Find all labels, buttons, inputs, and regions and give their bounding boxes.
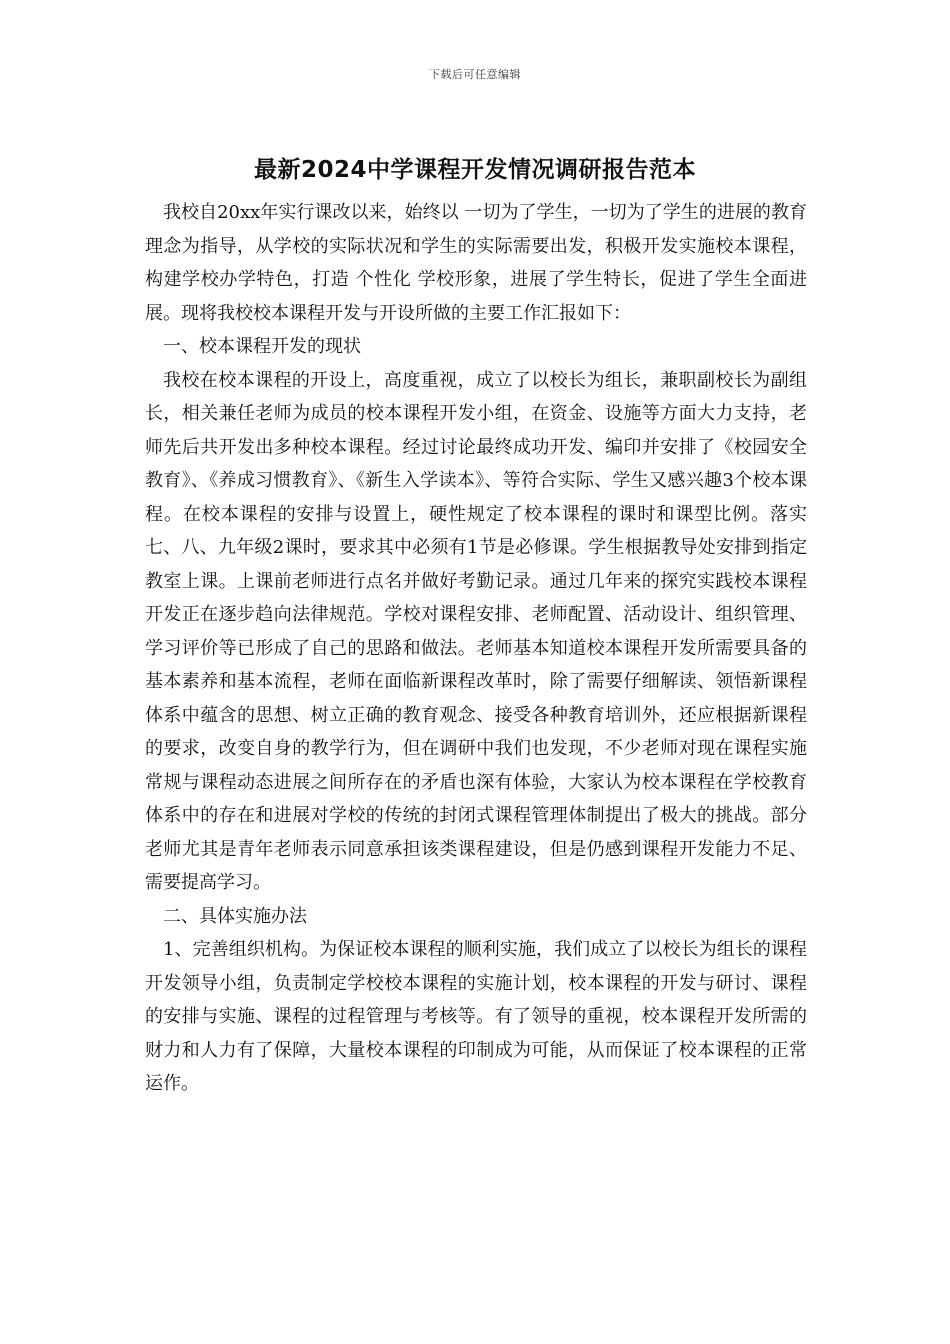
document-title: 最新2024中学课程开发情况调研报告范本: [253, 157, 696, 183]
section-heading-1: 一、校本课程开发的现状: [163, 336, 361, 357]
section-2-paragraph: 1、完善组织机构。为保证校本课程的顺利实施，我们成立了以校长为组长的课程开发领导小组，负责制定学校校本课程的实施计划，校本课程的开发与研讨、课程的安排与实施、课程的过程管理与考核等。有了领导的重视，校本课程开发所需的财力和人力有了保障，大量校本课程的印制成为可能，从而保证了校本课程的正常运作。: [145, 939, 807, 1094]
section-1-paragraph: 我校在校本课程的开设上，高度重视，成立了以校长为组长，兼职副校长为副组长，相关兼任老师为成员的校本课程开发小组，在资金、设施等方面大力支持，老师先后共开发出多种校本课程。经过讨论最终成功开发、编印并安排了《校园安全教育》、《养成习惯教育》、《新生入学读本》、等符合实际、学生又感兴趣3个校本课程。在校本课程的安排与设置上，硬性规定了校本课程的课时和课型比例。落实七、八、九年级2课时，要求其中必须有1节是必修课。学生根据教导处安排到指定教室上课。上课前老师进行点名并做好考勤记录。通过几年来的探究实践校本课程开发正在逐步趋向法律规范。学校对课程安排、老师配置、活动设计、组织管理、学习评价等已形成了自己的思路和做法。老师基本知道校本课程开发所需要具备的基本素养和基本流程，老师在面临新课程改革时，除了需要仔细解读、领悟新课程体系中蕴含的思想、树立正确的教育观念、接受各种教育培训外，还应根据新课程的要求，改变自身的教学行为，但在调研中我们也发现，不少老师对现在课程实施常规与课程动态进展之间所存在的矛盾也深有体验，大家认为校本课程在学校教育体系中的存在和进展对学校的传统的封闭式课程管理体制提出了极大的挑战。部分老师尤其是青年老师表示同意承担该类课程建设，但是仍感到课程开发能力不足、需要提高学习。: [145, 369, 807, 893]
header-note: 下载后可任意编辑: [429, 68, 521, 81]
document-body: [145, 196, 807, 1101]
section-heading-2: 二、具体实施办法: [163, 905, 307, 927]
intro-paragraph: 我校自20xx年实行课改以来，始终以 一切为了学生，一切为了学生的进展的教育理念为指导，从学校的实际状况和学生的实际需要出发，积极开发实施校本课程，构建学校办学特色，打造 个性化 学校形象，进展了学生特长，促进了学生全面进展。现将我校校本课程开发与开设所做的主要工作汇报如下：: [145, 202, 807, 324]
